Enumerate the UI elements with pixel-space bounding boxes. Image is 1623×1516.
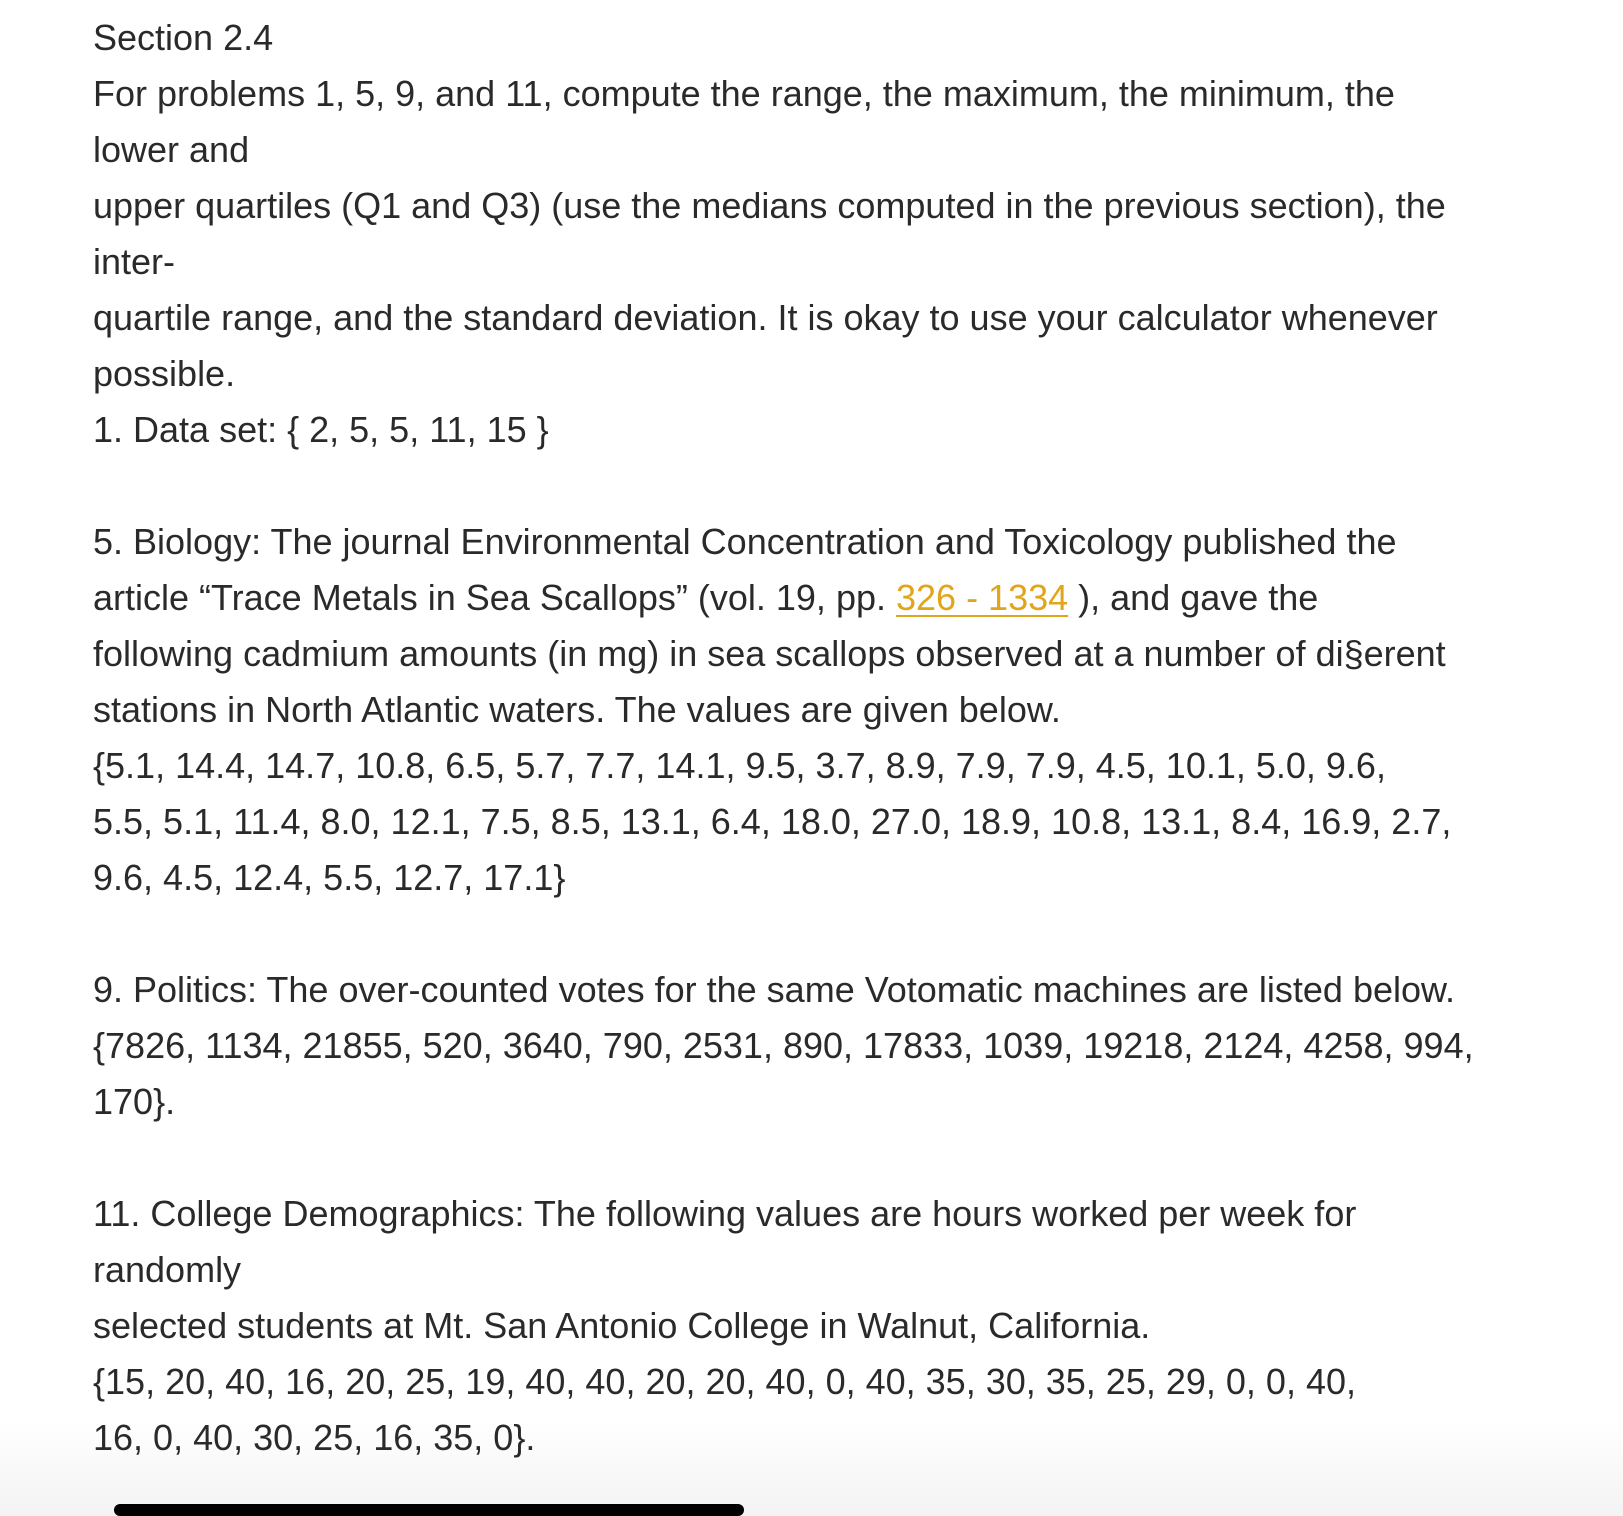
- problem-9-line: 9. Politics: The over-counted votes for the same Votomatic machines are listed below.: [93, 969, 1456, 1010]
- problem-5-data: {5.1, 14.4, 14.7, 10.8, 6.5, 5.7, 7.7, 14.1, 9.5, 3.7, 8.9, 7.9, 7.9, 4.5, 10.1, 5.0, 9.6,: [93, 745, 1386, 786]
- problem-5-data: 5.5, 5.1, 11.4, 8.0, 12.1, 7.5, 8.5, 13.1, 6.4, 18.0, 27.0, 18.9, 10.8, 13.1, 8.4, 16.9, 2.7,: [93, 801, 1452, 842]
- intro-line: quartile range, and the standard deviation. It is okay to use your calculator whenever: [93, 297, 1438, 338]
- problem-1-dataset: 1. Data set: { 2, 5, 5, 11, 15 }: [93, 409, 549, 450]
- problem-11-data: 16, 0, 40, 30, 25, 16, 35, 0}.: [93, 1417, 536, 1458]
- problem-9-data: 170}.: [93, 1081, 176, 1122]
- problem-5-citation-line: [93, 570, 1593, 626]
- problem-5-line: 5. Biology: The journal Environmental Concentration and Toxicology published the: [93, 521, 1397, 562]
- problem-5-data: 9.6, 4.5, 12.4, 5.5, 12.7, 17.1}: [93, 857, 566, 898]
- intro-line: inter-: [93, 241, 176, 282]
- problem-11-line: selected students at Mt. San Antonio College in Walnut, California.: [93, 1305, 1151, 1346]
- problem-5-line: following cadmium amounts (in mg) in sea scallops observed at a number of di§erent: [93, 633, 1446, 674]
- section-title: Section 2.4: [93, 17, 274, 58]
- intro-line: possible.: [93, 353, 236, 394]
- document-content: [93, 10, 1593, 1466]
- problem-11-data: {15, 20, 40, 16, 20, 25, 19, 40, 40, 20, 20, 40, 0, 40, 35, 30, 35, 25, 29, 0, 0, 40,: [93, 1361, 1356, 1402]
- citation-text: article “Trace Metals in Sea Scallops” (vol. 19, pp.: [93, 577, 896, 618]
- page-range-link[interactable]: 326 - 1334: [896, 577, 1069, 618]
- intro-line: upper quartiles (Q1 and Q3) (use the medians computed in the previous section), the: [93, 185, 1446, 226]
- intro-line: lower and: [93, 129, 250, 170]
- paragraph-spacer: [93, 906, 1593, 962]
- home-indicator[interactable]: [114, 1504, 744, 1516]
- intro-line: For problems 1, 5, 9, and 11, compute the range, the maximum, the minimum, the: [93, 73, 1395, 114]
- problem-5-line: stations in North Atlantic waters. The values are given below.: [93, 689, 1061, 730]
- paragraph-spacer: [93, 1130, 1593, 1186]
- citation-text-end: ), and gave the: [1068, 577, 1319, 618]
- problem-9-data: {7826, 1134, 21855, 520, 3640, 790, 2531, 890, 17833, 1039, 19218, 2124, 4258, 994,: [93, 1025, 1474, 1066]
- problem-11-line: 11. College Demographics: The following values are hours worked per week for: [93, 1193, 1357, 1234]
- problem-11-line: randomly: [93, 1249, 242, 1290]
- paragraph-spacer: [93, 458, 1593, 514]
